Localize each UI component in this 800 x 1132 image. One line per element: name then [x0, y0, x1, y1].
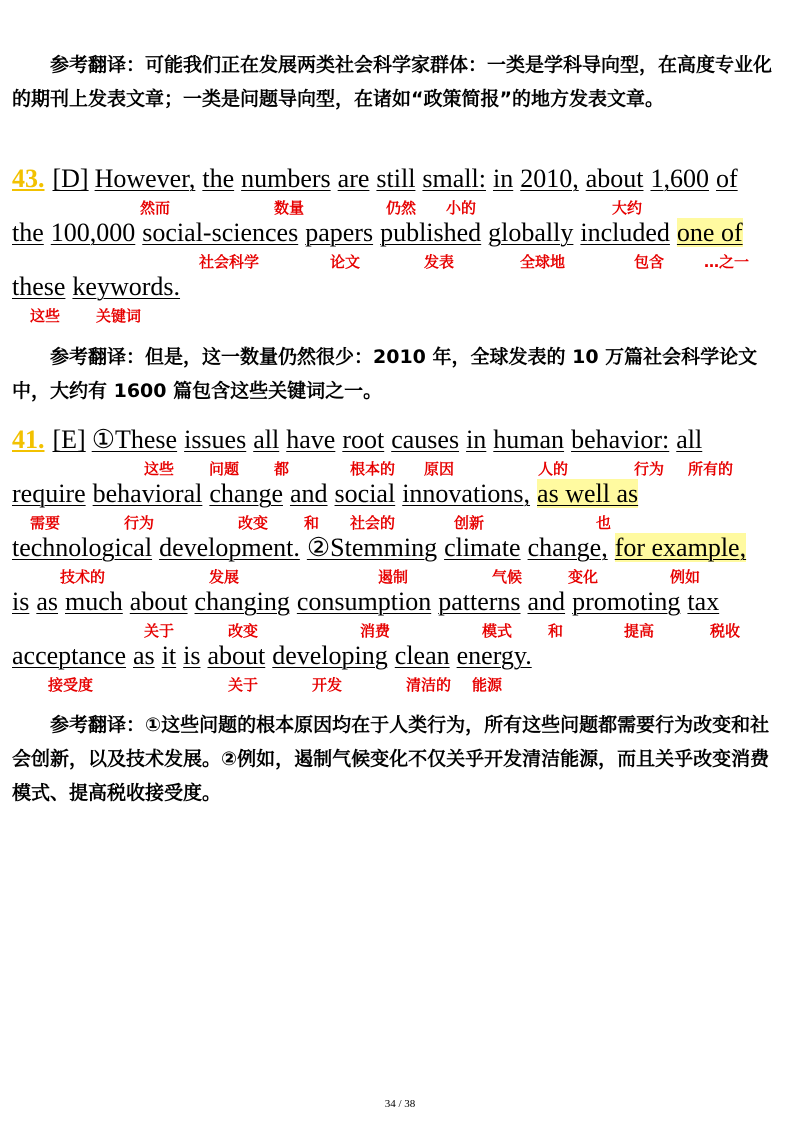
word: in: [466, 425, 487, 454]
translation-label: 参考翻译：: [50, 54, 146, 76]
translation-label: 参考翻译：: [50, 346, 146, 368]
gloss: 这些: [144, 460, 175, 478]
gloss: 开发: [312, 676, 343, 694]
word: causes: [391, 425, 460, 454]
gloss: 然而: [140, 199, 171, 217]
q43-answer: [D]: [52, 164, 89, 193]
gloss: 行为: [124, 514, 155, 532]
word: acceptance: [12, 641, 127, 670]
word: developing: [272, 641, 388, 670]
gloss: 接受度: [48, 676, 94, 694]
word: behavior:: [571, 425, 670, 454]
gloss: 小的: [446, 199, 477, 217]
gloss: 根本的: [350, 460, 396, 478]
translation-label: 参考翻译：: [50, 714, 146, 736]
gloss: 这些: [30, 307, 61, 325]
page-separator: /: [398, 1098, 402, 1110]
gloss: 模式: [482, 622, 513, 640]
gloss: 数量: [274, 199, 305, 217]
word: as: [36, 587, 59, 616]
word: about: [129, 587, 188, 616]
gloss: 和: [304, 514, 320, 532]
highlighted-phrase: for example,: [614, 533, 747, 562]
gloss: 能源: [472, 676, 503, 694]
word: ①These: [91, 425, 178, 454]
gloss: 创新: [454, 514, 485, 532]
word: clean: [394, 641, 450, 670]
word: 1,600: [650, 164, 709, 193]
translation-paragraph-3: 参考翻译：①这些问题的根本原因均在于人类行为，所有这些问题都需要行为改变和社会创新，以及技术发展。②例如，遏制气候变化不仅关乎开发清洁能源，而且关乎改变消费模式、提高税收接受度。: [12, 714, 770, 804]
q41-line-5: [12, 641, 539, 671]
gloss: 发展: [209, 568, 240, 586]
q41-answer: [E]: [52, 425, 86, 454]
gloss: 社会科学: [199, 253, 260, 271]
word: the: [12, 218, 44, 247]
word: technological: [12, 533, 153, 562]
gloss: 提高: [624, 622, 655, 640]
word: consumption: [296, 587, 432, 616]
q41-line-3: [12, 533, 753, 563]
word: change: [209, 479, 283, 508]
word: root: [342, 425, 385, 454]
gloss: 清洁的: [406, 676, 452, 694]
gloss: 也: [596, 514, 612, 532]
word: about: [585, 164, 644, 193]
word: and: [527, 587, 566, 616]
gloss: 仍然: [386, 199, 417, 217]
word: However,: [94, 164, 196, 193]
q43-line-3: [12, 272, 187, 302]
gloss: 需要: [30, 514, 61, 532]
highlighted-phrase: one of: [676, 218, 743, 247]
gloss: 技术的: [60, 568, 106, 586]
word: small:: [422, 164, 486, 193]
word: have: [286, 425, 336, 454]
word: issues: [184, 425, 247, 454]
highlighted-phrase: as well as: [537, 479, 639, 508]
gloss: 改变: [228, 622, 259, 640]
word: much: [65, 587, 123, 616]
gloss: 关键词: [96, 307, 142, 325]
word: included: [580, 218, 670, 247]
q43-line-1: [12, 164, 745, 194]
gloss: 所有的: [688, 460, 734, 478]
word: of: [715, 164, 738, 193]
gloss: 关于: [228, 676, 259, 694]
word: these: [12, 272, 66, 301]
gloss: 例如: [670, 568, 701, 586]
word: and: [289, 479, 328, 508]
word: human: [493, 425, 565, 454]
word: about: [207, 641, 266, 670]
word: keywords.: [72, 272, 181, 301]
word: in: [492, 164, 514, 193]
q41-line-2: [12, 479, 645, 509]
page-total: 38: [404, 1098, 416, 1110]
gloss: 都: [274, 460, 290, 478]
gloss: 关于: [144, 622, 175, 640]
word: 2010,: [520, 164, 579, 193]
gloss: 人的: [538, 460, 569, 478]
word: all: [253, 425, 280, 454]
translation-paragraph-1: 参考翻译：可能我们正在发展两类社会科学家群体：一类是学科导向型，在高度专业化的期刊上发表文章；一类是问题导向型，在诸如“政策简报”的地方发表文章。: [12, 54, 773, 110]
gloss: 消费: [360, 622, 391, 640]
translation-paragraph-2: 参考翻译：但是，这一数量仍然很少：2010 年，全球发表的 10 万篇社会科学论文中，大约有 1600 篇包含这些关键词之一。: [12, 346, 758, 402]
gloss: 社会的: [350, 514, 396, 532]
gloss: 行为: [634, 460, 665, 478]
word: social: [334, 479, 396, 508]
q43-line-2: [12, 218, 750, 248]
word: energy.: [456, 641, 532, 670]
gloss: 大约: [612, 199, 643, 217]
word: ②Stemming: [306, 533, 438, 562]
word: numbers: [241, 164, 331, 193]
word: development.: [159, 533, 300, 562]
q41-number: 41.: [12, 425, 45, 454]
word: changing: [194, 587, 290, 616]
word: it: [161, 641, 177, 670]
word: is: [12, 587, 30, 616]
word: require: [12, 479, 86, 508]
word: is: [183, 641, 201, 670]
word: innovations,: [402, 479, 531, 508]
word: published: [380, 218, 482, 247]
word: papers: [305, 218, 374, 247]
gloss: 变化: [568, 568, 599, 586]
word: are: [337, 164, 370, 193]
gloss: 气候: [492, 568, 523, 586]
q41-line-4: [12, 587, 726, 617]
word: 100,000: [50, 218, 136, 247]
q41-line-1: [12, 425, 709, 455]
gloss: 遏制: [378, 568, 409, 586]
word: promoting: [572, 587, 681, 616]
word: tax: [687, 587, 720, 616]
word: globally: [488, 218, 574, 247]
word: still: [376, 164, 416, 193]
word: climate: [444, 533, 521, 562]
word: all: [676, 425, 703, 454]
word: the: [202, 164, 235, 193]
gloss: 原因: [424, 460, 455, 478]
word: behavioral: [92, 479, 203, 508]
gloss: …之一: [704, 253, 750, 271]
word: patterns: [438, 587, 521, 616]
gloss: 改变: [238, 514, 269, 532]
word: change,: [527, 533, 608, 562]
gloss: 发表: [424, 253, 455, 271]
q43-number: 43.: [12, 164, 45, 193]
gloss: 论文: [330, 253, 361, 271]
word: social-sciences: [142, 218, 299, 247]
word: as: [133, 641, 155, 670]
page-footer: [0, 1098, 800, 1110]
gloss: 和: [548, 622, 564, 640]
gloss: 全球地: [520, 253, 566, 271]
gloss: 税收: [710, 622, 741, 640]
page-number: 34: [384, 1098, 396, 1110]
gloss: 包含: [634, 253, 665, 271]
gloss: 问题: [209, 460, 240, 478]
